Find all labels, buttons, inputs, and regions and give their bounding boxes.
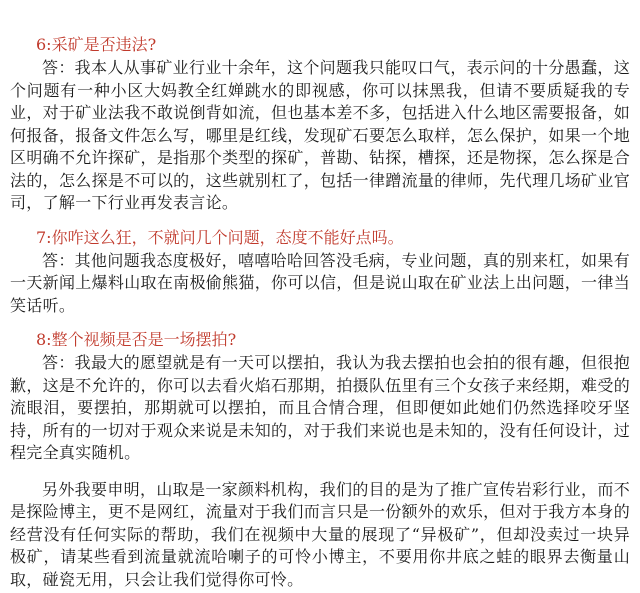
qa-section-7 <box>10 227 630 318</box>
answer-paragraph: 答：其他问题我态度极好，嘻嘻哈哈回答没毛病，专业问题，真的别来杠，如果有一天新闻上爆料山取在南极偷熊猫，你可以信，但是说山取在矿业法上出问题，一律当笑话听。 <box>10 250 630 315</box>
section-spacer <box>10 215 630 227</box>
answer-paragraph: 答：我最大的愿望就是有一天可以摆拍，我认为我去摆拍也会拍的很有趣，但很抱歉，这是不允许的，你可以去看火焰石那期，拍摄队伍里有三个女孩子来经期，难受的流眼泪，要摆拍，那期就可以摆拍，而且合情合理，但即便如此她们仍然选择咬牙坚持，所有的一切对于观众来说是未知的，对于我们来说也是未知的，没有任何设计，过程完全真实随机。 <box>10 353 630 462</box>
question-heading: 8:整个视频是否是一场摆拍? <box>36 330 237 349</box>
section-spacer <box>10 317 630 329</box>
question-heading: 7:你咋这么狂，不就问几个问题，态度不能好点吗。 <box>36 227 404 247</box>
qa-section-8 <box>10 329 630 465</box>
qa-section-6 <box>10 34 630 215</box>
answer-paragraph: 答：我本人从事矿业行业十余年，这个问题我只能叹口气，表示问的十分愚蠢，这个问题有一种小区大妈教全红婵跳水的即视感，你可以抹黑我，但请不要质疑我的专业，对于矿业法我不敢说倒背如流，但也基本差不多，包括进入什么地区需要报备，如何报备，报备文件怎么写，哪里是红线，发现矿石要怎么取样，怎么保护，如果一个地区明确不允许探矿，是指那个类型的探矿，普勘、钻探，槽探，还是物探，怎么探是合法的，怎么探是不可以的，这些就别杠了，包括一律蹭流量的律师，先代理几场矿业官司，了解一下行业再发表言论。 <box>10 58 630 212</box>
section-spacer <box>10 465 630 479</box>
question-heading: 6:采矿是否违法? <box>36 35 157 54</box>
closing-statement: 另外我要申明，山取是一家颜料机构，我们的目的是为了推广宣传岩彩行业，而不是探险博主，更不是网红，流量对于我们而言只是一份额外的欢乐，但对于我方本身的经营没有任何实际的帮助，我们在视频中大量的展现了“异极矿”，但却没卖过一块异极矿，请某些看到流量就流哈喇子的可怜小博主，不要用你井底之蛙的眼界去衡量山取，碰瓷无用，只会让我们觉得你可怜。 <box>10 479 630 589</box>
